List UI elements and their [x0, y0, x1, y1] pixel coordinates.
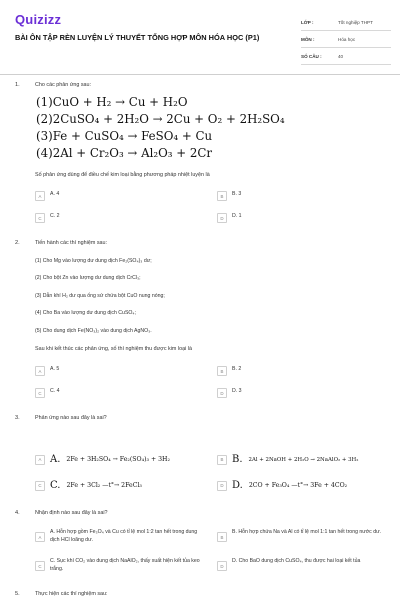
option-text: D. 1: [232, 213, 242, 219]
option-d[interactable]: [217, 388, 242, 398]
option-label: B.: [232, 454, 243, 465]
meta-value: Tốt nghiệp THPT: [338, 19, 373, 25]
equation-1: (1)CuO + H₂ → Cu + H₂O: [36, 95, 188, 109]
option-a[interactable]: [35, 529, 205, 544]
option-equation: 2Fe + 3Cl₂ —t°→ 2FeCl₃: [66, 482, 142, 489]
option-equation: 2Al + 2NaOH + 2H₂O → 2NaAlO₂ + 3H₂: [248, 456, 359, 463]
option-text: A. 5: [50, 366, 60, 372]
option-equation: 2Fe + 3H₂SO₄ → Fe₂(SO₄)₃ + 3H₂: [66, 456, 170, 463]
option-b[interactable]: [217, 529, 387, 542]
quizizz-logo: Quizizz: [15, 12, 62, 27]
option-b[interactable]: [217, 366, 241, 376]
option-a[interactable]: [35, 191, 59, 201]
worksheet-header: [0, 0, 400, 72]
option-label: C.: [50, 480, 61, 491]
option-d[interactable]: [217, 480, 347, 491]
option-c[interactable]: [35, 558, 205, 573]
option-b[interactable]: [217, 454, 358, 465]
option-d[interactable]: [217, 558, 387, 571]
option-letter-box: D: [217, 213, 227, 223]
question-number: 2.: [15, 240, 20, 246]
question-prompt: Phản ứng nào sau đây là sai?: [35, 415, 107, 421]
meta-row-class: [301, 14, 391, 31]
question-number: 3.: [15, 415, 20, 421]
experiment-3: (3) Dẫn khí H₂ dư qua ống sứ chứa bột CuO nung nóng;: [35, 293, 165, 299]
option-label: A.: [50, 454, 61, 465]
meta-value: Hóa học: [338, 36, 356, 42]
meta-row-subject: [301, 31, 391, 48]
option-letter-box: D: [217, 561, 227, 571]
question-number: 5.: [15, 591, 20, 597]
meta-value: 40: [338, 53, 344, 59]
option-b[interactable]: [217, 191, 241, 201]
option-text: A. 4: [50, 191, 60, 197]
meta-row-count: [301, 48, 391, 65]
worksheet-meta: [301, 14, 391, 65]
option-c[interactable]: [35, 213, 60, 223]
option-d[interactable]: [217, 213, 242, 223]
question-text: Số phản ứng dùng để điều chế kim loại bằng phương pháp nhiệt luyện là: [35, 172, 210, 178]
option-a[interactable]: [35, 454, 170, 465]
option-a[interactable]: [35, 366, 59, 376]
equation-4: (4)2Al + Cr₂O₃ → Al₂O₃ + 2Cr: [36, 146, 213, 160]
header-divider: [0, 74, 400, 75]
question-prompt: Cho các phản ứng sau:: [35, 82, 92, 88]
meta-key: LỚP :: [301, 19, 314, 25]
option-letter-box: C: [35, 213, 45, 223]
option-text: D. 3: [232, 388, 242, 394]
option-equation: 2CO + Fe₃O₄ —t°→ 3Fe + 4CO₂: [248, 482, 348, 489]
option-letter-box: C: [35, 561, 45, 571]
option-c[interactable]: [35, 388, 60, 398]
question-prompt: Nhận định nào sau đây là sai?: [35, 510, 108, 516]
option-text: A. Hỗn hợp gồm Fe₃O₄ và Cu có tỉ lệ mol 1:2 tan hết trong dung dịch HCl loãng dư.: [50, 529, 198, 543]
option-label: D.: [232, 480, 243, 491]
option-text: D. Cho BaO dung dịch CuSO₄, thu được hai loại kết tủa: [232, 558, 361, 564]
equation-3: (3)Fe + CuSO₄ → FeSO₄ + Cu: [36, 129, 213, 143]
experiment-1: (1) Cho Mg vào lượng dư dung dịch Fe₂(SO₄)₃ dư;: [35, 258, 152, 264]
question-prompt: Tiến hành các thí nghiệm sau:: [35, 240, 108, 246]
option-letter-box: C: [35, 388, 45, 398]
option-text: C. 4: [50, 388, 60, 394]
option-text: C. 2: [50, 213, 60, 219]
option-letter-box: A: [35, 455, 45, 465]
option-letter-box: A: [35, 366, 45, 376]
experiment-4: (4) Cho Ba vào lượng dư dung dịch CuSO₄;: [35, 310, 136, 316]
option-letter-box: D: [217, 388, 227, 398]
option-text: B. 2: [232, 366, 242, 372]
question-number: 4.: [15, 510, 20, 516]
option-letter-box: B: [217, 455, 227, 465]
question-number: 1.: [15, 82, 20, 88]
option-c[interactable]: [35, 480, 142, 491]
meta-key: MÔN :: [301, 36, 315, 42]
option-text: C. Sục khí CO₂ vào dung dịch NaAlO₂, thấy xuất hiện kết tủa keo trắng.: [50, 558, 200, 572]
question-prompt: Thực hiện các thí nghiệm sau:: [35, 591, 108, 597]
option-letter-box: D: [217, 481, 227, 491]
option-text: B. 3: [232, 191, 242, 197]
meta-key: SỐ CÂU :: [301, 53, 322, 59]
option-letter-box: A: [35, 532, 45, 542]
option-text: B. Hỗn hợp chứa Na và Al có tỉ lệ mol 1:1 tan hết trong nước dư.: [232, 529, 382, 535]
option-letter-box: B: [217, 191, 227, 201]
equation-2: (2)2CuSO₄ + 2H₂O → 2Cu + O₂ + 2H₂SO₄: [36, 112, 285, 126]
option-letter-box: A: [35, 191, 45, 201]
option-letter-box: B: [217, 532, 227, 542]
experiment-5: (5) Cho dung dịch Fe(NO₃)₂ vào dung dịch AgNO₃.: [35, 328, 152, 334]
option-letter-box: C: [35, 481, 45, 491]
worksheet-title: BÀI ÔN TẬP RÈN LUYỆN LÝ THUYẾT TỔNG HỢP MÔN HÓA HỌC (P1): [15, 33, 260, 42]
experiment-2: (2) Cho bột Zn vào lượng dư dung dịch CrCl₃;: [35, 275, 141, 281]
option-letter-box: B: [217, 366, 227, 376]
question-text: Sau khi kết thúc các phản ứng, số thí nghiệm thu được kim loại là: [35, 346, 192, 352]
